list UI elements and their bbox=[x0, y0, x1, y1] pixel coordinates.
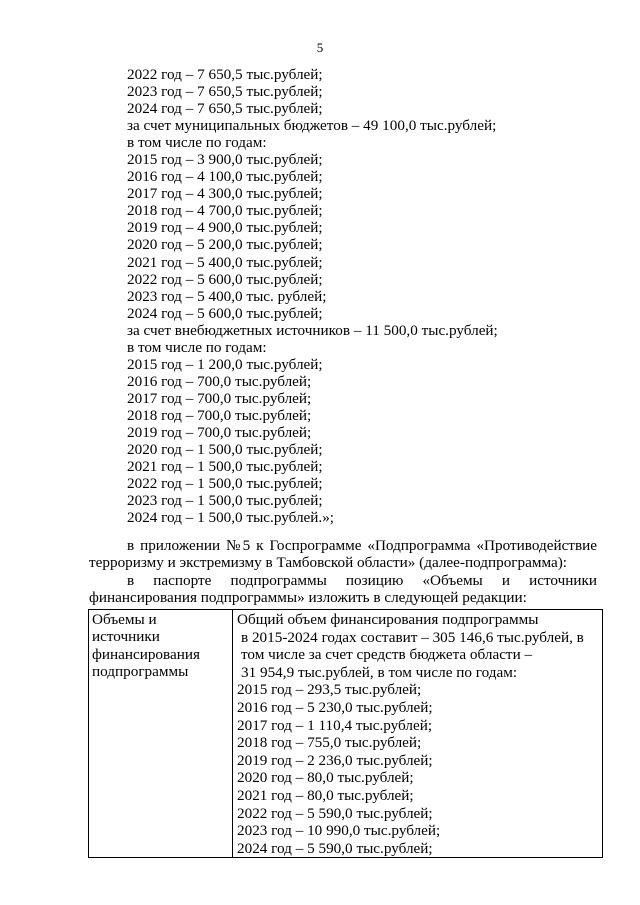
cell-line: 31 954,9 тыс.рублей, в том числе по годам: bbox=[241, 663, 518, 681]
text-line: 2023 год – 7 650,5 тыс.рублей; bbox=[127, 83, 323, 101]
cell-line: в 2015-2024 годах составит – 305 146,6 тыс.рублей, в bbox=[241, 628, 584, 646]
cell-line: 2017 год – 1 110,4 тыс.рублей; bbox=[237, 716, 433, 734]
text-line: 2017 год – 4 300,0 тыс.рублей; bbox=[127, 185, 323, 203]
text-line: за счет внебюджетных источников – 11 500,0 тыс.рублей; bbox=[127, 321, 498, 339]
cell-line: 2019 год – 2 236,0 тыс.рублей; bbox=[237, 751, 433, 769]
text-line: 2019 год – 4 900,0 тыс.рублей; bbox=[127, 219, 323, 237]
text-line: 2021 год – 5 400,0 тыс.рублей; bbox=[127, 253, 323, 271]
cell-line: 2023 год – 10 990,0 тыс.рублей; bbox=[237, 822, 441, 840]
cell-line: 2016 год – 5 230,0 тыс.рублей; bbox=[237, 698, 433, 716]
word: подпрограммы bbox=[230, 571, 327, 589]
cell-line: 2024 год – 5 590,0 тыс.рублей; bbox=[237, 839, 433, 857]
text-line: за счет муниципальных бюджетов – 49 100,0 тыс.рублей; bbox=[127, 117, 497, 135]
table-row bbox=[89, 610, 603, 858]
text-line: 2024 год – 1 500,0 тыс.рублей.»; bbox=[127, 509, 335, 527]
passport-paragraph-line1 bbox=[89, 572, 597, 589]
text-line: 2016 год – 4 100,0 тыс.рублей; bbox=[127, 168, 323, 186]
cell-line: финансирования bbox=[92, 645, 200, 663]
cell-line: 2020 год – 80,0 тыс.рублей; bbox=[237, 769, 414, 787]
funding-lines-block bbox=[127, 66, 607, 526]
word: источники bbox=[529, 571, 597, 589]
cell-line: Общий объем финансирования подпрограммы bbox=[237, 611, 539, 628]
table-cell-label bbox=[89, 610, 233, 858]
text-line: 2017 год – 700,0 тыс.рублей; bbox=[127, 389, 312, 407]
text-line: 2024 год – 7 650,5 тыс.рублей; bbox=[127, 100, 323, 118]
text-line: 2023 год – 5 400,0 тыс. рублей; bbox=[127, 287, 327, 305]
table-cell-value bbox=[233, 610, 603, 858]
word: «Объемы bbox=[422, 571, 483, 589]
passport-paragraph-line2: финансирования подпрограммы» изложить в следующей редакции: bbox=[89, 588, 527, 606]
text-line: 2021 год – 1 500,0 тыс.рублей; bbox=[127, 458, 323, 476]
text-line: 2023 год – 1 500,0 тыс.рублей; bbox=[127, 492, 323, 510]
cell-line: источники bbox=[92, 628, 160, 646]
text-line: 2020 год – 5 200,0 тыс.рублей; bbox=[127, 236, 323, 254]
text-line: 2018 год – 700,0 тыс.рублей; bbox=[127, 406, 312, 424]
text-line: в том числе по годам: bbox=[127, 134, 267, 152]
text-line: в том числе по годам: bbox=[127, 338, 267, 356]
word: в bbox=[127, 571, 135, 589]
word: позицию bbox=[345, 571, 404, 589]
text-line: 2015 год – 3 900,0 тыс.рублей; bbox=[127, 151, 323, 169]
text-line: 2018 год – 4 700,0 тыс.рублей; bbox=[127, 202, 323, 220]
cell-line: том числе за счет средств бюджета области – bbox=[241, 646, 533, 664]
word: и bbox=[501, 571, 510, 589]
word: паспорте bbox=[153, 571, 212, 589]
text-line: 2022 год – 5 600,0 тыс.рублей; bbox=[127, 270, 323, 288]
page-number: 5 bbox=[316, 40, 324, 55]
text-line: 2020 год – 1 500,0 тыс.рублей; bbox=[127, 441, 323, 459]
cell-line: подпрограммы bbox=[92, 662, 189, 680]
financing-table bbox=[88, 609, 603, 858]
cell-line: 2015 год – 293,5 тыс.рублей; bbox=[237, 681, 422, 699]
cell-line: Объемы и bbox=[92, 611, 157, 628]
text-line: 2019 год – 700,0 тыс.рублей; bbox=[127, 423, 312, 441]
amendment-paragraphs bbox=[89, 537, 597, 606]
cell-line: 2018 год – 755,0 тыс.рублей; bbox=[237, 734, 422, 752]
text-line: 2024 год – 5 600,0 тыс.рублей; bbox=[127, 304, 323, 322]
text-line: 2022 год – 1 500,0 тыс.рублей; bbox=[127, 475, 323, 493]
text-line: 2022 год – 7 650,5 тыс.рублей; bbox=[127, 66, 323, 83]
text-line: 2016 год – 700,0 тыс.рублей; bbox=[127, 372, 312, 390]
appendix-paragraph: в приложении №5 к Госпрограмме «Подпрограмма «Противодействие терроризму и экстремизму в Тамбовской области» (далее-подпрограмма): bbox=[89, 537, 597, 572]
cell-line: 2021 год – 80,0 тыс.рублей; bbox=[237, 786, 414, 804]
cell-line: 2022 год – 5 590,0 тыс.рублей; bbox=[237, 804, 433, 822]
text-line: 2015 год – 1 200,0 тыс.рублей; bbox=[127, 355, 323, 373]
